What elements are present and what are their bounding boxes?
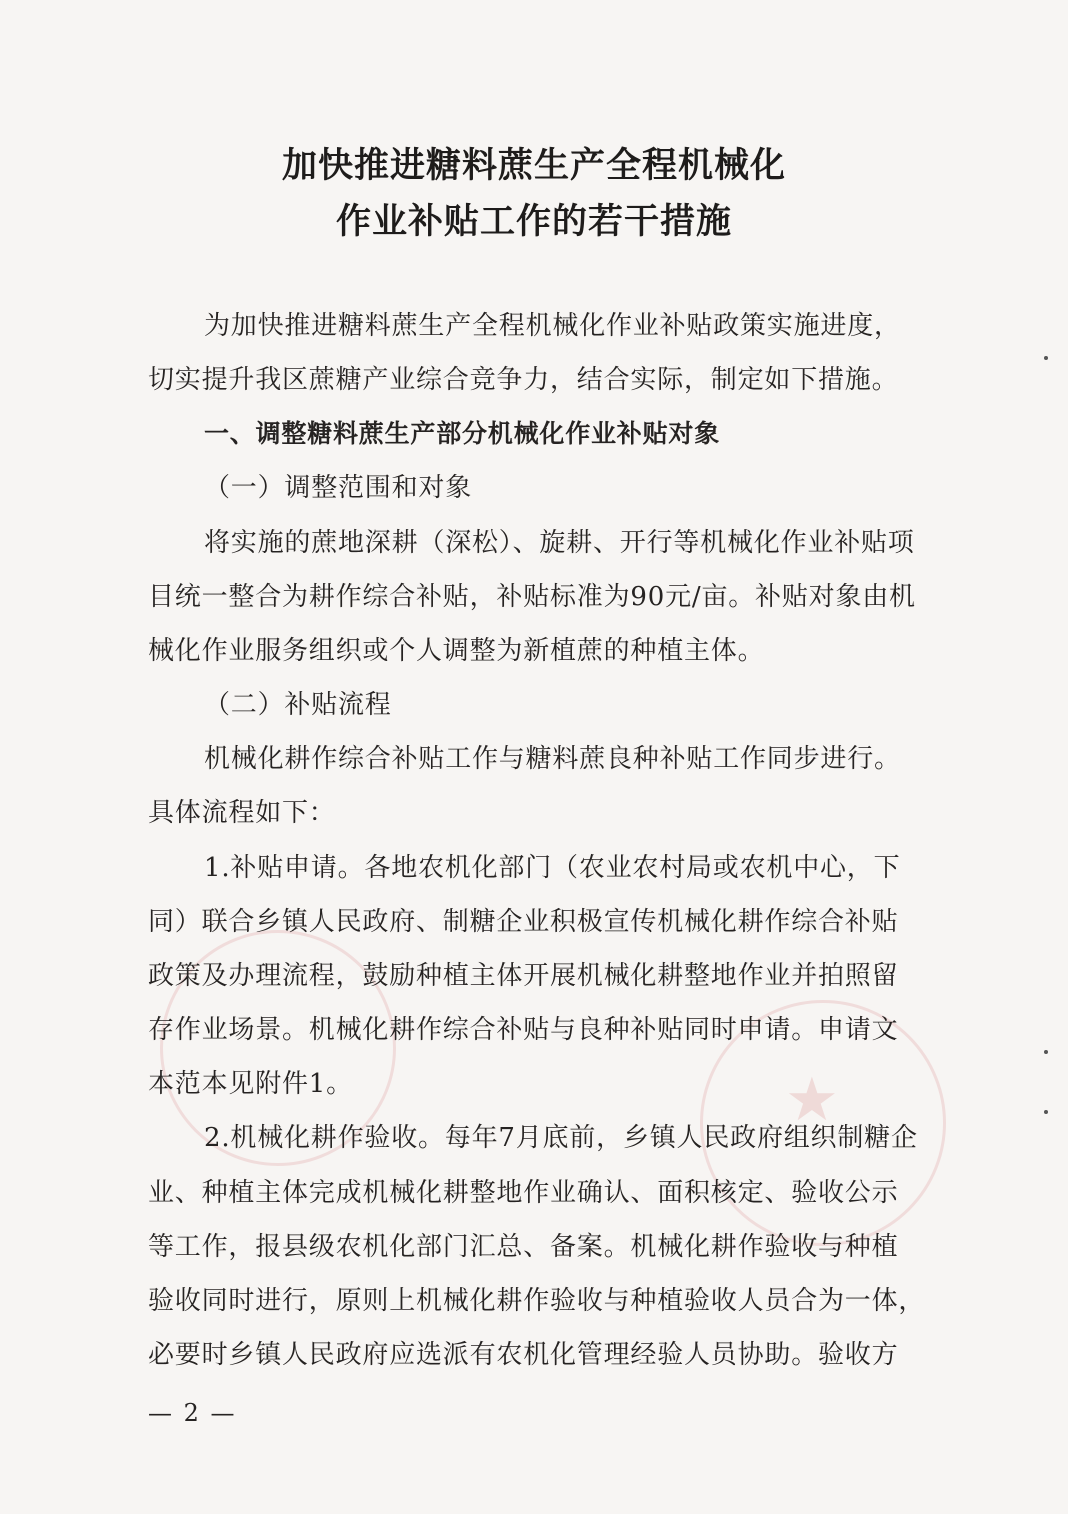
- paragraph-line: 机械化耕作综合补贴工作与糖料蔗良种补贴工作同步进行。: [204, 744, 901, 774]
- paragraph-line: 存作业场景。机械化耕作综合补贴与良种补贴同时申请。申请文: [148, 1015, 899, 1045]
- paragraph-line: 2.机械化耕作验收。每年7月底前，乡镇人民政府组织制糖企: [204, 1123, 918, 1153]
- paragraph-line: 将实施的蔗地深耕（深松）、旋耕、开行等机械化作业补贴项: [204, 528, 915, 558]
- paragraph-line: 必要时乡镇人民政府应选派有农机化管理经验人员协助。验收方: [148, 1340, 899, 1370]
- paragraph-line: 本范本见附件1。: [148, 1069, 353, 1099]
- faint-seal-star-icon: ★: [785, 1065, 839, 1135]
- paragraph-line: 为加快推进糖料蔗生产全程机械化作业补贴政策实施进度，: [204, 311, 901, 341]
- paragraph-line: 同）联合乡镇人民政府、制糖企业积极宣传机械化耕作综合补贴: [148, 907, 899, 937]
- paragraph-line: 具体流程如下：: [148, 798, 336, 828]
- paragraph-line: 目统一整合为耕作综合补贴，补贴标准为90元/亩。补贴对象由机: [148, 582, 916, 612]
- section-heading: 一、调整糖料蔗生产部分机械化作业补贴对象: [204, 419, 721, 448]
- paragraph-line: 政策及办理流程，鼓励种植主体开展机械化耕整地作业并拍照留: [148, 961, 899, 991]
- paragraph-line: 业、种植主体完成机械化耕整地作业确认、面积核定、验收公示: [148, 1178, 899, 1208]
- paragraph-line: 等工作，报县级农机化部门汇总、备案。机械化耕作验收与种植: [148, 1232, 899, 1262]
- scan-dot: [1044, 356, 1048, 360]
- paragraph-line: 切实提升我区蔗糖产业综合竞争力，结合实际，制定如下措施。: [148, 365, 899, 395]
- scan-dot: [1044, 1050, 1048, 1054]
- scan-dot: [1044, 1110, 1048, 1114]
- paragraph-line: 1.补贴申请。各地农机化部门（农业农村局或农机中心，下: [204, 853, 901, 883]
- paragraph-line: 械化作业服务组织或个人调整为新植蔗的种植主体。: [148, 636, 765, 666]
- subsection-heading: （一）调整范围和对象: [204, 473, 473, 503]
- page-number: — 2 —: [148, 1399, 237, 1427]
- document-title-line2: 作业补贴工作的若干措施: [335, 202, 732, 242]
- subsection-heading: （二）补贴流程: [204, 690, 392, 720]
- paragraph-line: 验收同时进行，原则上机械化耕作验收与种植验收人员合为一体，: [148, 1286, 926, 1316]
- document-title-line1: 加快推进糖料蔗生产全程机械化: [281, 146, 786, 186]
